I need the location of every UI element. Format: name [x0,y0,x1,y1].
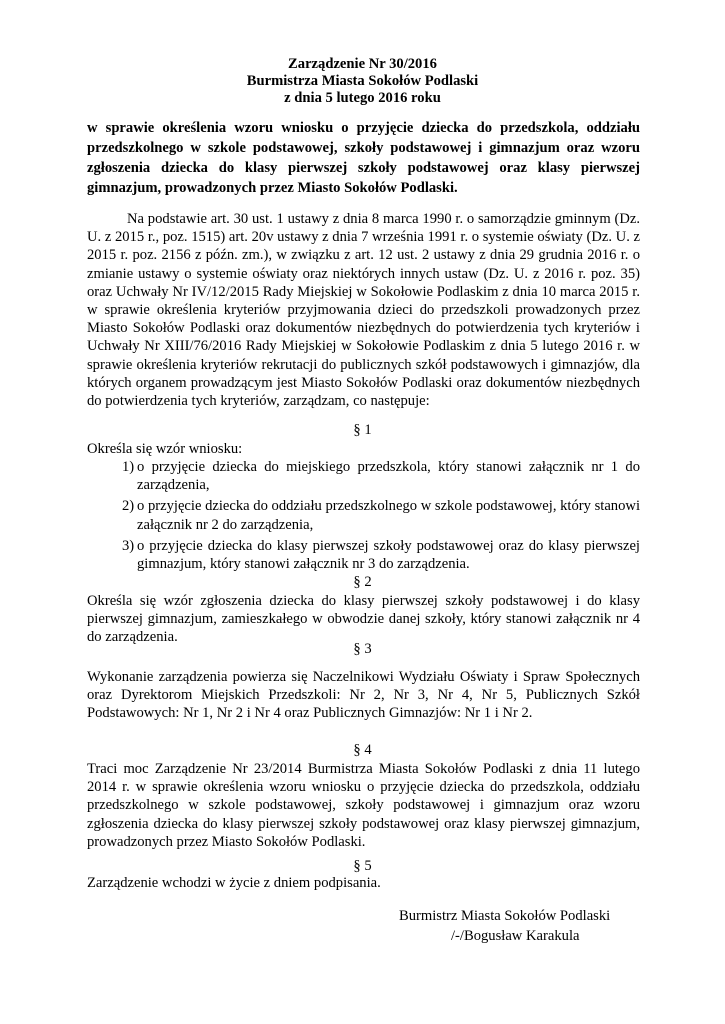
list-item [87,497,640,533]
section-1-heading: § 1 [353,422,372,438]
title-block [0,56,725,107]
document-subject: w sprawie określenia wzoru wniosku o przyjęcie dziecka do przedszkola, oddziału przedszkolnego w szkole podstawowej, szkoły podstawowej i gimnazjum oraz wzoru zgłoszenia dziecka do klasy pierwszej szkoły podstawowej oraz klasy pierwszej gimnazjum, prowadzonych przez Miasto Sokołów Podlaski. [87,120,640,196]
section-5-text: Zarządzenie wchodzi w życie z dniem podpisania. [87,875,381,891]
section-4-heading: § 4 [353,742,372,758]
list-item [87,458,640,494]
list-item [87,537,640,573]
document-title: Zarządzenie Nr 30/2016 [288,56,437,72]
list-item-text: o przyjęcie dziecka do miejskiego przedszkola, który stanowi załącznik nr 1 do zarządzenia, [137,459,640,494]
section-4-text: Traci moc Zarządzenie Nr 23/2014 Burmistrza Miasta Sokołów Podlaski z dnia 11 lutego 2014 r. w sprawie określenia wzoru wniosku o przyjęcie dziecka do przedszkola, oddziału przedszkolnego w szkole podstawowej, szkoły podstawowej i gimnazjum oraz wzoru zgłoszenia dziecka do klasy pierwszej szkoły podstawowej oraz klasy pierwszej gimnazjum, prowadzonych przez Miasto Sokołów Podlaski. [87,761,640,850]
section-1-intro: Określa się wzór wniosku: [87,441,243,457]
document-issuer: Burmistrza Miasta Sokołów Podlaski [246,73,479,89]
signature-name: /-/Bogusław Karakula [451,928,580,944]
section-2-heading: § 2 [353,574,372,590]
document-date: z dnia 5 lutego 2016 roku [284,90,441,106]
list-item-number: 1) [122,459,135,475]
section-2-text: Określa się wzór zgłoszenia dziecka do klasy pierwszej szkoły podstawowej i do klasy pierwszej gimnazjum, zamieszkałego w obwodzie danej szkoły, który stanowi załącznik nr 4 do zarządzenia. [87,593,640,646]
list-item-number: 2) [122,498,135,515]
section-5-heading: § 5 [353,858,372,874]
list-item-text: o przyjęcie dziecka do klasy pierwszej szkoły podstawowej oraz do klasy pierwszej gimnazjum, który stanowi załącznik nr 3 do zarządzenia. [137,537,640,573]
section-3-text: Wykonanie zarządzenia powierza się Naczelnikowi Wydziału Oświaty i Spraw Społecznych oraz Dyrektorom Miejskich Przedszkoli: Nr 2, Nr 3, Nr 4, Nr 5, Publicznych Szkół Podstawowych: Nr 1, Nr 2 i Nr 4 oraz Publicznych Gimnazjów: Nr 1 i Nr 2. [87,669,640,722]
list-item-text: o przyjęcie dziecka do oddziału przedszkolnego w szkole podstawowej, który stanowi załącznik nr 2 do zarządzenia, [137,498,640,533]
signature-block [399,906,659,946]
section-1-list [87,458,640,576]
signature-title: Burmistrz Miasta Sokołów Podlaski [399,908,611,924]
legal-basis-paragraph: Na podstawie art. 30 ust. 1 ustawy z dnia 8 marca 1990 r. o samorządzie gminnym (Dz. U. z 2015 r., poz. 1515) art. 20v ustawy z dnia 7 września 1991 r. o systemie oświaty (Dz. U. z 2015 r. poz. 2156 z późn. zm.), w związku z art. 12 ust. 2 ustawy z dnia 29 grudnia 2016 r. o zmianie ustawy o systemie oświaty oraz niektórych innych ustaw (Dz. U. z 2016 r. poz. 35) oraz Uchwały Nr IV/12/2015 Rady Miejskiej w Sokołowie Podlaskim z dnia 10 marca 2015 r. w sprawie określenia kryteriów przyjmowania dzieci do przedszkoli prowadzonych przez Miasto Sokołów Podlaski oraz dokumentów niezbędnych do potwierdzenia tych kryteriów i Uchwały Nr XIII/76/2016 Rady Miejskiej w Sokołowie Podlaskim z dnia 5 lutego 2016 r. w sprawie określenia kryteriów rekrutacji do publicznych szkół podstawowych i gimnazjów, dla których organem prowadzącym jest Miasto Sokołów Podlaski oraz dokumentów niezbędnych do potwierdzenia tych kryteriów, zarządzam, co następuje: [87,211,640,410]
list-item-number: 3) [122,537,135,554]
section-3-heading: § 3 [353,641,372,657]
